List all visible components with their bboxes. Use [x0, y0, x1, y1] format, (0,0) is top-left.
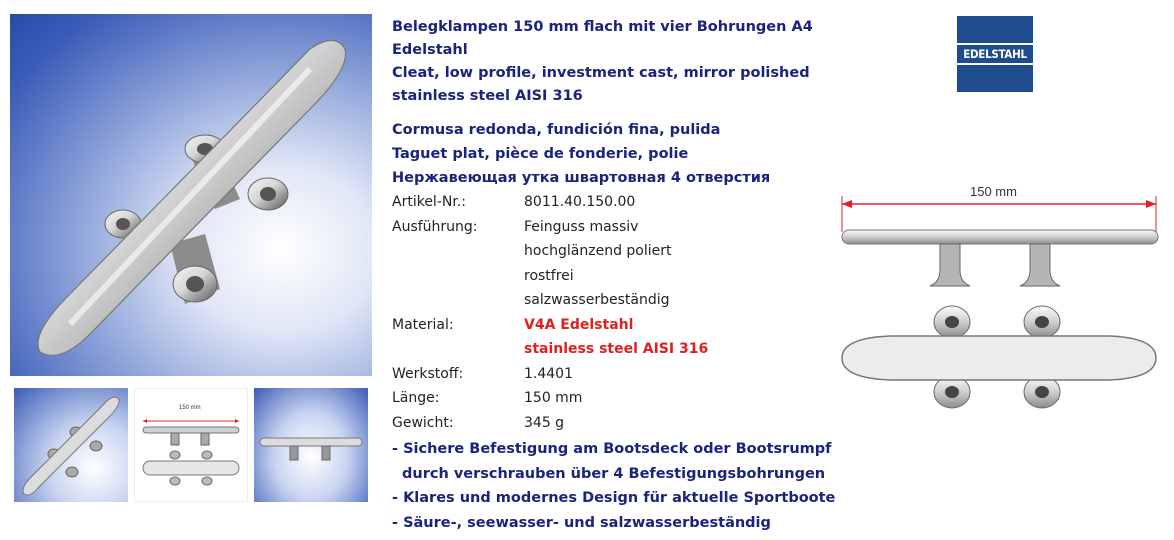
- translation-ru: Нержавеющая утка швартовная 4 отверстия: [392, 170, 771, 186]
- spec-value: 8011.40.150.00: [524, 194, 636, 210]
- main-product-image: [10, 14, 372, 376]
- spec-value: 150 mm: [524, 390, 583, 406]
- translation-es: Cormusa redonda, fundición fina, pulida: [392, 122, 721, 138]
- cleat-top-view: [842, 336, 1156, 380]
- spec-label: Werkstoff:: [392, 365, 464, 382]
- spec-value: 1.4401: [524, 365, 573, 382]
- title-line: stainless steel AISI 316: [392, 88, 583, 104]
- dimension-label: 150 mm: [970, 184, 1017, 199]
- cleat-photo: [10, 14, 372, 376]
- spec-label: Artikel-Nr.:: [392, 194, 466, 210]
- edelstahl-logo: [957, 16, 1033, 92]
- feature-list: [392, 437, 835, 535]
- title-line: Edelstahl: [392, 42, 468, 58]
- cleat-side-view: [842, 230, 1158, 244]
- cleat-thumb-side-photo: [254, 388, 368, 502]
- title-line: Belegklampen 150 mm flach mit vier Bohrungen A4: [392, 19, 813, 35]
- spec-value: 345 g: [524, 414, 565, 431]
- cleat-diagram-drawing: [830, 170, 1170, 420]
- thumbnail-cleat-angle[interactable]: [14, 388, 128, 502]
- spec-value: stainless steel AISI 316: [524, 341, 709, 357]
- spec-label: Ausführung:: [392, 218, 478, 235]
- spec-value: Feinguss massiv: [524, 218, 639, 235]
- title-line: Cleat, low profile, investment cast, mirror polished: [392, 65, 810, 81]
- translations: [392, 118, 770, 190]
- dimension-diagram: [830, 170, 1170, 420]
- product-title: [392, 16, 812, 108]
- feature-item: - Klares und modernes Design für aktuelle Sportboote: [392, 490, 836, 506]
- spec-label: Material:: [392, 316, 454, 333]
- thumbnail-cleat-diagram[interactable]: [134, 388, 248, 502]
- spec-label: Länge:: [392, 390, 440, 406]
- feature-item: durch verschrauben über 4 Befestigungsbohrungen: [402, 465, 826, 482]
- spec-value: V4A Edelstahl: [524, 316, 634, 333]
- spec-value: rostfrei: [524, 267, 574, 284]
- thumbnail-cleat-side[interactable]: [254, 388, 368, 502]
- feature-item: - Säure-, seewasser- und salzwasserbeständig: [392, 514, 771, 531]
- logo-text: EDELSTAHL: [957, 43, 1033, 65]
- spec-value: hochglänzend poliert: [524, 243, 672, 259]
- spec-value: salzwasserbeständig: [524, 292, 670, 308]
- translation-fr: Taguet plat, pièce de fonderie, polie: [392, 146, 689, 162]
- feature-item: - Sichere Befestigung am Bootsdeck oder Bootsrumpf: [392, 441, 832, 457]
- cleat-thumb-photo: [14, 388, 128, 502]
- spec-label: Gewicht:: [392, 414, 454, 431]
- thumb-dimension-label: 150 mm: [179, 405, 201, 411]
